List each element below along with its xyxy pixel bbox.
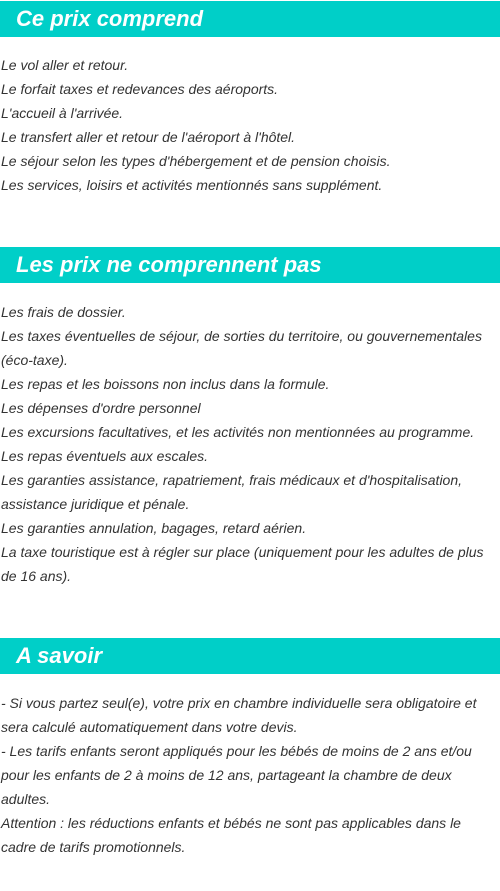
- list-item: Le séjour selon les types d'hébergement et de pension choisis.: [1, 153, 391, 169]
- list-item: Le transfert aller et retour de l'aéroport à l'hôtel.: [1, 129, 296, 145]
- list-item: La taxe touristique est à régler sur place (uniquement pour les adultes de plus de 16 ans).: [1, 544, 484, 584]
- list-item: L'accueil à l'arrivée.: [1, 105, 124, 121]
- list-item: Le forfait taxes et redevances des aéroports.: [1, 81, 279, 97]
- list-item: Les frais de dossier.: [1, 304, 126, 320]
- section-price-includes: [0, 1, 500, 197]
- list-item: Les garanties assistance, rapatriement, frais médicaux et d'hospitalisation, assistance juridique et pénale.: [1, 472, 463, 512]
- section-price-excludes: [0, 247, 500, 588]
- section-heading: Les prix ne comprennent pas: [0, 247, 500, 283]
- info-list: [0, 691, 500, 859]
- list-item: Les dépenses d'ordre personnel: [1, 400, 201, 416]
- list-item: Les excursions facultatives, et les activités non mentionnées au programme.: [1, 424, 475, 440]
- excluded-list: [0, 300, 500, 588]
- section-good-to-know: [0, 638, 500, 859]
- section-heading: Ce prix comprend: [0, 1, 500, 37]
- list-item: Le vol aller et retour.: [1, 57, 129, 73]
- list-item: Les repas éventuels aux escales.: [1, 448, 209, 464]
- list-item: Les services, loisirs et activités mentionnés sans supplément.: [1, 177, 383, 193]
- included-list: [0, 53, 500, 197]
- list-item: Attention : les réductions enfants et bébés ne sont pas applicables dans le cadre de tarifs promotionnels.: [1, 815, 461, 855]
- list-item: Les repas et les boissons non inclus dans la formule.: [1, 376, 330, 392]
- section-heading: A savoir: [0, 638, 500, 674]
- list-item: - Si vous partez seul(e), votre prix en chambre individuelle sera obligatoire et sera calculé automatiquement dans votre devis.: [1, 695, 477, 735]
- list-item: - Les tarifs enfants seront appliqués pour les bébés de moins de 2 ans et/ou pour les enfants de 2 à moins de 12 ans, partageant la chambre de deux adultes.: [1, 743, 472, 807]
- list-item: Les garanties annulation, bagages, retard aérien.: [1, 520, 307, 536]
- list-item: Les taxes éventuelles de séjour, de sorties du territoire, ou gouvernementales (éco-taxe).: [1, 328, 482, 368]
